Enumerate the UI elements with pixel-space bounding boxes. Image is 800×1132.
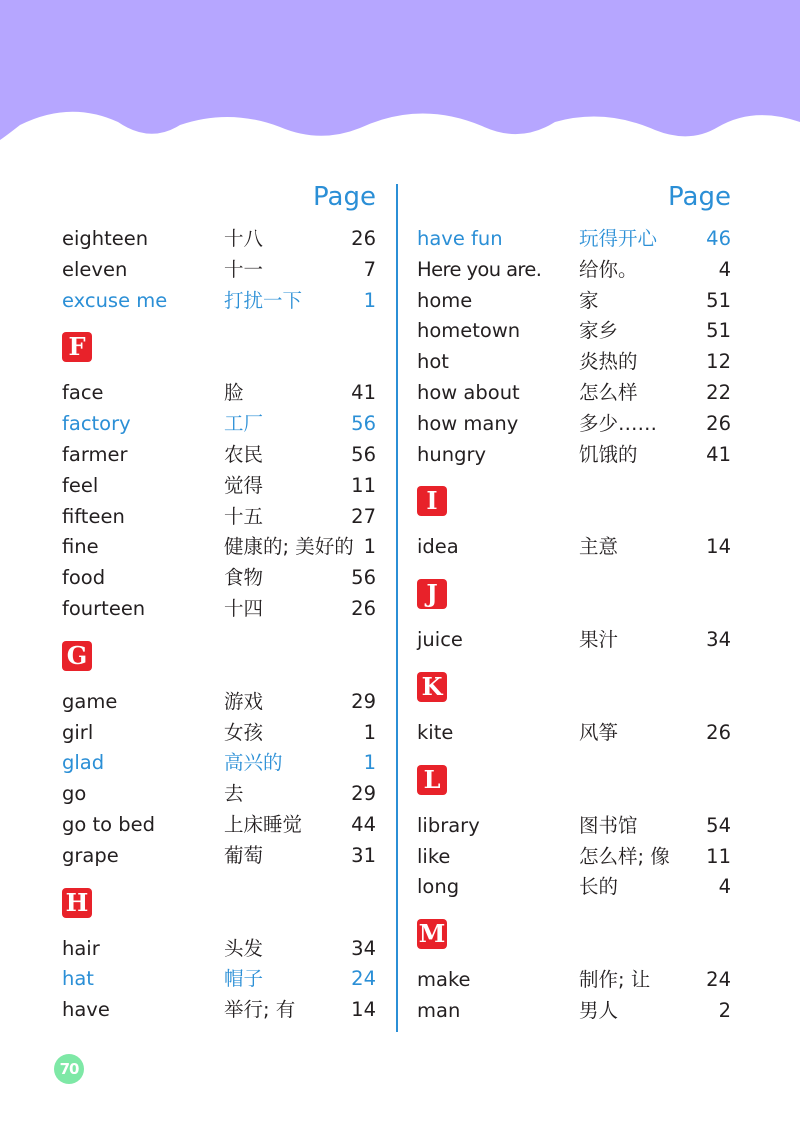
english-word: excuse me [62, 288, 168, 312]
english-word: factory [62, 412, 131, 436]
chinese-meaning: 果汁 [579, 628, 619, 652]
left-column [62, 178, 376, 1026]
english-word: fourteen [62, 596, 146, 620]
vocab-row [417, 872, 731, 903]
letter-badge: H [62, 888, 92, 918]
page-ref: 12 [706, 350, 731, 374]
page-ref: 41 [351, 381, 376, 405]
chinese-meaning: 举行; 有 [224, 998, 296, 1022]
chinese-meaning: 帽子 [224, 967, 264, 991]
vocab-row [62, 779, 376, 810]
vocab-row [62, 964, 376, 995]
english-word: grape [62, 843, 119, 867]
letter-heading [417, 903, 731, 965]
chinese-meaning: 去 [224, 782, 244, 806]
vocab-row [62, 934, 376, 965]
chinese-meaning: 玩得开心 [579, 227, 658, 250]
page-ref: 34 [706, 628, 731, 652]
chinese-meaning: 炎热的 [579, 350, 638, 374]
vocab-row [62, 841, 376, 872]
chinese-meaning: 风筝 [579, 720, 619, 744]
chinese-meaning: 农民 [224, 442, 264, 466]
vocab-row [417, 965, 731, 996]
page-ref: 46 [706, 227, 731, 250]
english-word: idea [417, 535, 459, 559]
page-ref: 29 [351, 689, 376, 713]
page-ref: 14 [351, 998, 376, 1022]
chinese-meaning: 制作; 让 [579, 968, 651, 992]
column-divider [396, 184, 398, 1032]
page-ref: 1 [363, 535, 376, 559]
chinese-meaning: 长的 [579, 875, 619, 899]
vocab-row [62, 409, 376, 440]
english-word: have [62, 998, 110, 1022]
english-word: kite [417, 720, 454, 744]
page-ref: 1 [363, 751, 376, 775]
english-word: glad [62, 751, 105, 775]
page-ref: 34 [351, 936, 376, 960]
vocab-row [62, 255, 376, 286]
chinese-meaning: 图书馆 [579, 813, 638, 837]
chinese-meaning: 葡萄 [224, 843, 264, 867]
chinese-meaning: 十四 [224, 596, 264, 620]
letter-heading [417, 470, 731, 532]
vocab-row [417, 409, 731, 440]
page-ref: 26 [351, 227, 376, 250]
english-word: like [417, 844, 451, 868]
page-ref: 1 [363, 720, 376, 744]
vocab-row [417, 255, 731, 286]
chinese-meaning: 脸 [224, 381, 244, 405]
page-ref: 26 [706, 720, 731, 744]
chinese-meaning: 给你。 [579, 257, 638, 281]
page-header: Page [313, 182, 376, 212]
page-ref: 51 [706, 288, 731, 312]
chinese-meaning: 十八 [224, 227, 264, 250]
english-word: juice [417, 628, 463, 652]
letter-badge: F [62, 332, 92, 362]
vocab-row [62, 995, 376, 1026]
chinese-meaning: 头发 [224, 936, 264, 960]
vocab-row [62, 378, 376, 409]
english-word: Here you are. [417, 257, 542, 281]
chinese-meaning: 家乡 [579, 319, 619, 343]
english-word: hair [62, 936, 100, 960]
page-ref: 56 [351, 566, 376, 590]
page-ref: 2 [718, 998, 731, 1022]
letter-heading [62, 872, 376, 934]
vocab-row [62, 224, 376, 255]
vocab-row [417, 625, 731, 656]
vocab-row [417, 440, 731, 471]
letter-badge: K [417, 672, 447, 702]
chinese-meaning: 打扰一下 [224, 288, 303, 312]
page-ref: 27 [351, 504, 376, 528]
page-ref: 26 [706, 411, 731, 435]
english-word: face [62, 381, 104, 405]
page-ref: 24 [351, 967, 376, 991]
letter-heading [417, 563, 731, 625]
page-ref: 22 [706, 380, 731, 404]
english-word: have fun [417, 227, 503, 250]
vocab-row [62, 748, 376, 779]
letter-heading [417, 656, 731, 718]
chinese-meaning: 十五 [224, 504, 264, 528]
vocab-row [62, 718, 376, 749]
page-ref: 44 [351, 812, 376, 836]
page-ref: 7 [363, 257, 376, 281]
english-word: feel [62, 473, 99, 497]
page-ref: 56 [351, 442, 376, 466]
page-ref: 4 [718, 875, 731, 899]
vocab-row [417, 378, 731, 409]
letter-badge: J [417, 579, 447, 609]
chinese-meaning: 主意 [579, 535, 619, 559]
chinese-meaning: 觉得 [224, 473, 264, 497]
letter-heading [62, 316, 376, 378]
english-word: library [417, 813, 480, 837]
english-word: girl [62, 720, 94, 744]
chinese-meaning: 十一 [224, 257, 264, 281]
chinese-meaning: 多少…… [579, 411, 658, 435]
scalloped-header-banner [0, 0, 800, 190]
vocab-row [417, 842, 731, 873]
chinese-meaning: 工厂 [224, 412, 264, 436]
vocab-row [417, 811, 731, 842]
english-word: eleven [62, 257, 128, 281]
vocab-row [62, 471, 376, 502]
letter-heading [417, 749, 731, 811]
chinese-meaning: 怎么样 [579, 380, 638, 404]
chinese-meaning: 男人 [579, 998, 619, 1022]
vocab-row [62, 440, 376, 471]
vocab-row [62, 532, 376, 563]
english-word: game [62, 689, 118, 713]
english-word: how about [417, 380, 520, 404]
vocab-row [417, 996, 731, 1027]
english-word: go to bed [62, 812, 156, 836]
vocab-row [417, 718, 731, 749]
page-ref: 11 [351, 473, 376, 497]
english-word: home [417, 288, 473, 312]
english-word: hat [62, 967, 94, 991]
vocab-row [62, 563, 376, 594]
page-ref: 41 [706, 442, 731, 466]
letter-badge: M [418, 919, 446, 949]
chinese-meaning: 健康的; 美好的 [224, 535, 354, 559]
vocab-row [417, 286, 731, 317]
page-ref: 26 [351, 596, 376, 620]
vocab-row [417, 316, 731, 347]
page-ref: 11 [706, 844, 731, 868]
english-word: hometown [417, 319, 521, 343]
page-number: 70 [54, 1054, 84, 1084]
vocab-row [62, 286, 376, 317]
chinese-meaning: 饥饿的 [579, 442, 638, 466]
english-word: hot [417, 350, 449, 374]
page-ref: 51 [706, 319, 731, 343]
chinese-meaning: 食物 [224, 566, 264, 590]
english-word: fine [62, 535, 99, 559]
english-word: go [62, 782, 87, 806]
english-word: food [62, 566, 106, 590]
letter-heading [62, 625, 376, 687]
page-ref: 29 [351, 782, 376, 806]
page-ref: 56 [351, 412, 376, 436]
page-ref: 24 [706, 968, 731, 992]
vocab-row [417, 532, 731, 563]
vocab-row [62, 687, 376, 718]
vocab-row [62, 594, 376, 625]
chinese-meaning: 上床睡觉 [224, 812, 303, 836]
english-word: eighteen [62, 227, 149, 250]
page-header: Page [668, 182, 731, 212]
page-ref: 1 [363, 288, 376, 312]
page-ref: 4 [718, 257, 731, 281]
banner-shape [0, 0, 800, 140]
english-word: man [417, 998, 461, 1022]
vocab-row [62, 502, 376, 533]
english-word: hungry [417, 442, 487, 466]
english-word: make [417, 968, 471, 992]
vocab-row [62, 810, 376, 841]
english-word: fifteen [62, 504, 125, 528]
chinese-meaning: 家 [579, 288, 599, 312]
letter-badge: G [62, 641, 92, 671]
chinese-meaning: 女孩 [224, 720, 264, 744]
letter-badge: L [417, 765, 447, 795]
vocab-row [417, 347, 731, 378]
page-ref: 54 [706, 813, 731, 837]
chinese-meaning: 怎么样; 像 [579, 844, 670, 868]
chinese-meaning: 游戏 [224, 689, 264, 713]
page-ref: 31 [351, 843, 376, 867]
english-word: long [417, 875, 460, 899]
chinese-meaning: 高兴的 [224, 751, 283, 775]
letter-badge: I [417, 486, 447, 516]
english-word: how many [417, 411, 519, 435]
right-column [417, 178, 731, 1027]
english-word: farmer [62, 442, 128, 466]
vocab-row [417, 224, 731, 255]
page-ref: 14 [706, 535, 731, 559]
